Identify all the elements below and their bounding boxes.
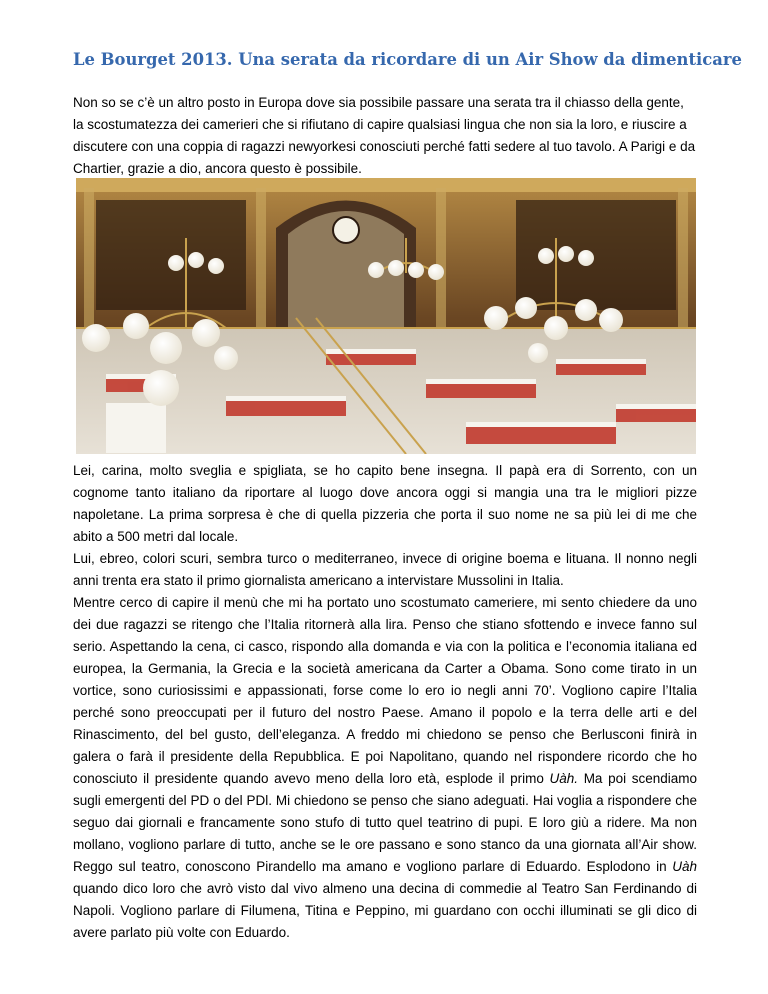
- paragraph-2: Lui, ebreo, colori scuri, sembra turco o mediterraneo, invece di origine boema e lituana. Il nonno negli anni trenta era stato il primo giornalista americano a intervistare Mussolini in Italia.: [73, 551, 697, 588]
- uah-exclamation-2: Uàh: [672, 859, 697, 874]
- paragraph-3-part-b: Ma poi scendiamo sugli emergenti del PD o del PDl. Mi chiedono se penso che siano adeguati. Hai voglia a rispondere che seguo dai giornali e francamente sono stufo di tutto quel teatrino di pupi. E loro giù a ridere. Ma non mollano, vogliono parlare di tutto, anche se le ore passano e sono stanco da una giornata all’Air show. Reggo sul teatro, conoscono Pirandello ma amano e vogliono parlare di Eduardo. Esplodono in: [73, 771, 697, 874]
- article-body: [73, 460, 697, 944]
- paragraph-3-part-c: quando dico loro che avrò visto dal vivo almeno una decina di commedie al Teatro San Ferdinando di Napoli. Vogliono parlare di Filumena, Titina e Peppino, mi guardano con occhi illuminati se gli dico di avere parlato più volte con Eduardo.: [73, 881, 697, 940]
- restaurant-interior-photo: [76, 178, 696, 454]
- paragraph-1: Lei, carina, molto sveglia e spigliata, se ho capito bene insegna. Il papà era di Sorrento, con un cognome tanto italiano da riportare al luogo dove ancora oggi si mangia una tra le migliori pizze napoletane. La prima sorpresa è che di quella pizzeria che porta il suo nome ne sa più lei di me che abito a 500 metri dal locale.: [73, 463, 697, 544]
- article-title: Le Bourget 2013. Una serata da ricordare di un Air Show da dimenticare: [73, 50, 742, 69]
- paragraph-3: [73, 592, 697, 944]
- paragraph-3-part-a: Mentre cerco di capire il menù che mi ha portato uno scostumato cameriere, mi sento chiedere da uno dei due ragazzi se ritengo che l’Italia ritornerà alla lira. Penso che stiano sfottendo e invece fanno sul serio. Aspettando la cena, ci casco, rispondo alla domanda e via con la politica e l’economia italiana ed europea, la Germania, la Grecia e la società americana da Carter a Obama. Sono come tirato in un vortice, sono curiosissimi e appassionati, forse come lo ero io negli anni 70’. Vogliono capire l’Italia perché sono preoccupati per il futuro del nostro Paese. Amano il popolo e la terra delle arti e del Rinascimento, del bel gusto, dell’eleganza. A freddo mi chiedono se penso che Berlusconi finirà in galera o farà il presidente della Repubblica. E poi Napolitano, quando nel rispondere ricordo che ho conosciuto il presidente quando avevo meno della loro età, esplode il primo: [73, 595, 697, 786]
- intro-paragraph: Non so se c’è un altro posto in Europa dove sia possibile passare una serata tra il chiasso della gente, la scostumatezza dei camerieri che si rifiutano di capire qualsiasi lingua che non sia la loro, e riuscire a discutere con una coppia di ragazzi newyorkesi conosciuti perché fatti sedere al tuo tavolo. A Parigi e da Chartier, grazie a dio, ancora questo è possibile.: [73, 95, 696, 176]
- uah-exclamation-1: Uàh.: [549, 771, 579, 786]
